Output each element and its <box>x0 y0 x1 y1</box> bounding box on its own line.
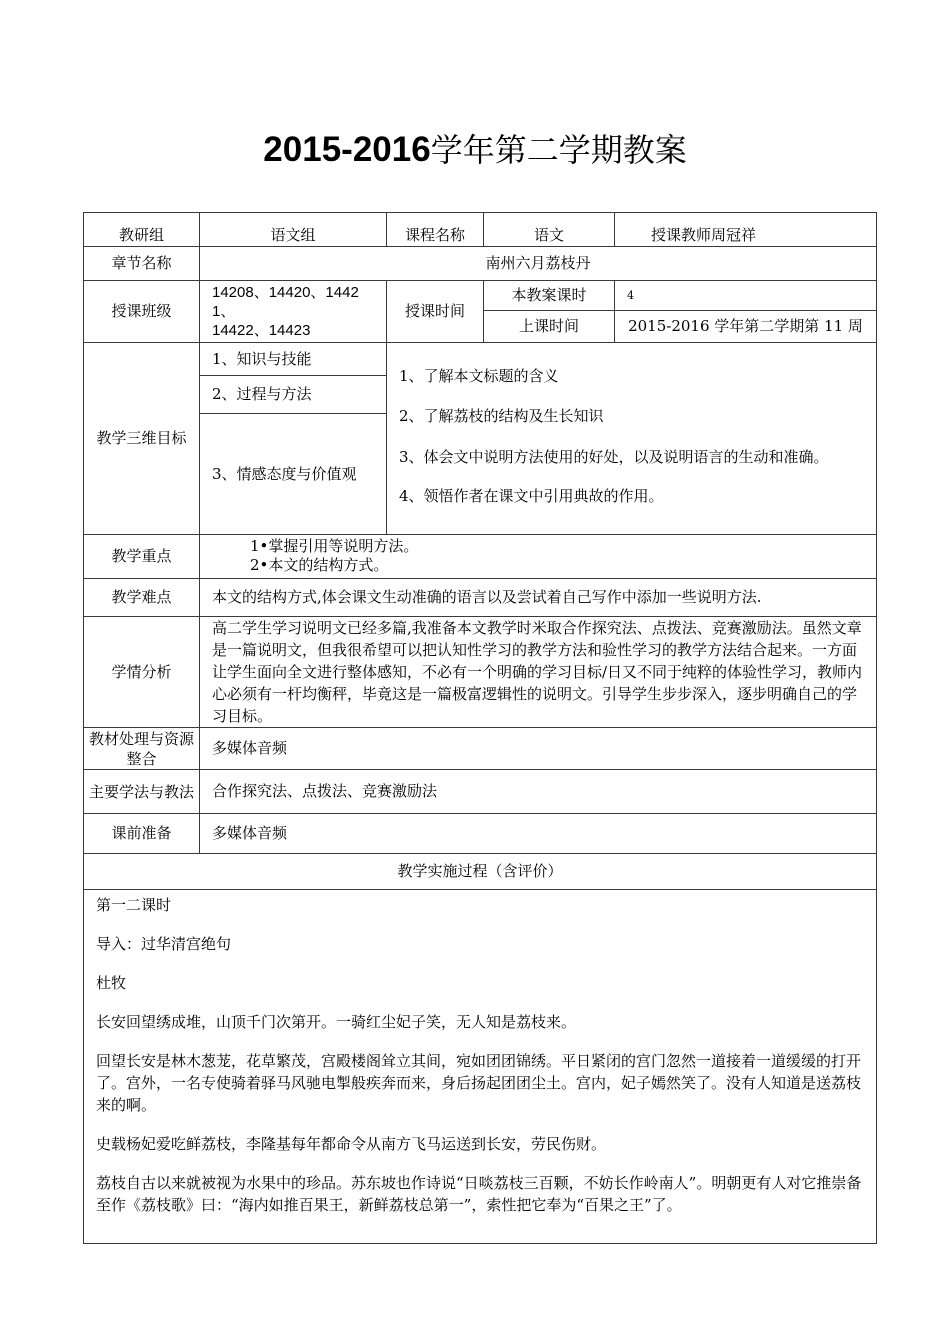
difficulties-row <box>84 579 877 617</box>
key-points-content <box>200 535 877 579</box>
goal-item: 2、了解荔枝的结构及生长知识 <box>399 407 604 425</box>
goals-content <box>387 343 877 535</box>
methods-row <box>84 770 877 814</box>
prep-value: 多媒体音频 <box>200 814 877 854</box>
class-value-line1: 14208、14420、1442 <box>212 284 359 301</box>
class-value <box>200 281 387 343</box>
class-row <box>84 281 877 311</box>
methods-label: 主要学法与教法 <box>84 770 200 814</box>
key-points-row <box>84 535 877 579</box>
difficulties-value: 本文的结构方式,体会课文生动准确的语言以及尝试着自己写作中添加一些说明方法. <box>200 579 877 617</box>
goal-item: 1、了解本文标题的含义 <box>399 367 559 385</box>
methods-value: 合作探究法、点拨法、竞赛激励法 <box>200 770 877 814</box>
goal-item: 4、领悟作者在课文中引用典故的作用。 <box>399 487 664 505</box>
goal-dim-attitude: 3、情感态度与价值观 <box>200 414 387 535</box>
analysis-label: 学情分析 <box>84 617 200 728</box>
key-points-label: 教学重点 <box>84 535 200 579</box>
group-value: 语文组 <box>200 213 387 247</box>
goal-dim-knowledge: 1、知识与技能 <box>200 343 387 376</box>
materials-value: 多媒体音频 <box>200 728 877 770</box>
process-content <box>84 890 877 1244</box>
chapter-row <box>84 247 877 281</box>
goals-row <box>84 343 877 376</box>
goal-dim-process: 2、过程与方法 <box>200 376 387 414</box>
schedule-label: 上课时间 <box>484 311 615 343</box>
chapter-value: 南州六月荔枝丹 <box>200 247 877 281</box>
difficulties-label: 教学难点 <box>84 579 200 617</box>
process-paragraph: 第一二课时 <box>96 896 172 914</box>
class-label: 授课班级 <box>84 281 200 343</box>
chapter-label: 章节名称 <box>84 247 200 281</box>
hours-value: 4 <box>615 281 877 311</box>
course-label: 课程名称 <box>387 213 484 247</box>
process-paragraph: 荔枝自古以来就被视为水果中的珍品。苏东坡也作诗说“日啖荔枝三百颗，不妨长作岭南人”。明朝更有人对它推崇备至作《荔枝歌》曰：“海内如推百果王，新鲜荔枝总第一”，索性把它奉为“百果之王”了。 <box>96 1174 862 1214</box>
teacher-info: 授课教师周冠祥 <box>615 213 877 247</box>
prep-row <box>84 814 877 854</box>
header-row <box>84 213 877 247</box>
time-label: 授课时间 <box>387 281 484 343</box>
analysis-row <box>84 617 877 728</box>
class-value-line3: 14422、14423 <box>212 322 311 339</box>
group-label: 教研组 <box>84 213 200 247</box>
process-paragraph: 杜牧 <box>96 974 127 992</box>
materials-row <box>84 728 877 770</box>
page-title <box>0 128 950 172</box>
process-row <box>84 890 877 1244</box>
materials-label: 教材处理与资源整合 <box>84 728 200 770</box>
process-paragraph: 史载杨妃爱吃鲜荔枝，李隆基每年都命令从南方飞马运送到长安，劳民伤财。 <box>96 1135 607 1153</box>
process-heading: 教学实施过程（含评价） <box>84 854 877 890</box>
goal-item: 3、体会文中说明方法使用的好处，以及说明语言的生动和准确。 <box>399 448 829 466</box>
process-heading-row <box>84 854 877 890</box>
title-year: 2015-2016 <box>263 130 431 169</box>
class-value-line2: 1、 <box>212 303 236 320</box>
analysis-value: 高二学生学习说明文已经多篇,我准备本文教学时米取合作探究法、点拨法、竞赛激励法。虽然文章是一篇说明文，但我很希望可以把认知性学习的教学方法和验性学习的教学方法结合起来。一方面让学生面向全文进行整体感知，不必有一个明确的学习目标/日又不同于纯粹的体验性学习，教师内心必须有一杆均衡秤，毕竟这是一篇极富逻辑性的说明文。引导学生步步深入，逐步明确自己的学习目标。 <box>200 617 877 728</box>
process-paragraph: 回望长安是林木葱茏，花草繁茂，宫殿楼阁耸立其间，宛如团团锦绣。平日紧闭的宫门忽然一道接着一道缓缓的打开了。宫外，一名专使骑着驿马风驰电掣般疾奔而来，身后扬起团团尘土。宫内，妃子嫣然笑了。没有人知道是送荔枝来的啊。 <box>96 1052 862 1114</box>
key-point-item: 1•掌握引用等说明方法。 <box>250 537 419 555</box>
key-point-item: 2•本文的结构方式。 <box>250 556 389 574</box>
course-value: 语文 <box>484 213 615 247</box>
process-paragraph: 长安回望绣成堆，山顶千门次第开。一骑红尘妃子笑，无人知是荔枝来。 <box>96 1013 577 1031</box>
goals-label: 教学三维目标 <box>84 343 200 535</box>
hours-label: 本教案课时 <box>484 281 615 311</box>
prep-label: 课前准备 <box>84 814 200 854</box>
lesson-plan-table <box>83 212 877 1244</box>
title-text: 学年第二学期教案 <box>430 131 687 169</box>
process-paragraph: 导入：过华清宫绝句 <box>96 935 232 953</box>
schedule-value: 2015-2016 学年第二学期第 11 周 <box>615 311 877 343</box>
